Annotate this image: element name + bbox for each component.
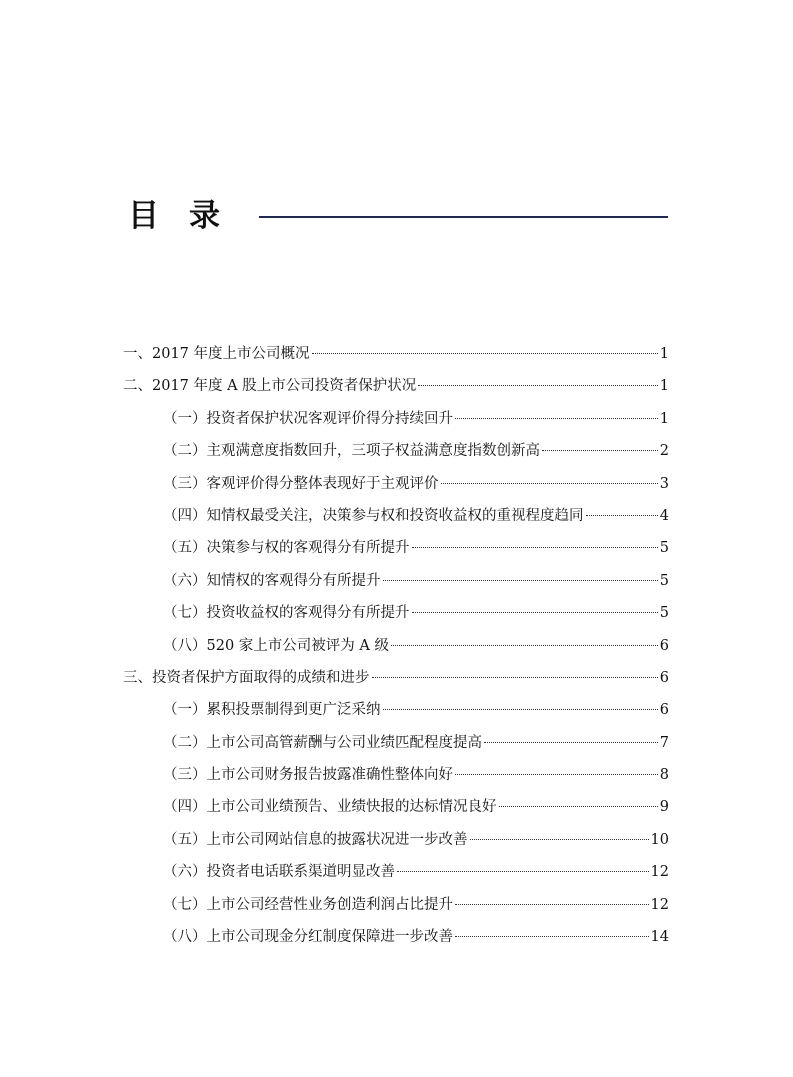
toc-entry-title: 二、2017 年度 A 股上市公司投资者保护状况 bbox=[123, 378, 417, 395]
toc-dot-leader bbox=[312, 353, 658, 354]
toc-dot-leader bbox=[441, 483, 658, 484]
toc-subsection-entry[interactable] bbox=[123, 727, 669, 759]
toc-entry-title: （三）客观评价得分整体表现好于主观评价 bbox=[163, 475, 439, 492]
toc-entry-title: 一、2017 年度上市公司概况 bbox=[123, 346, 310, 362]
toc-entry-title: （四）上市公司业绩预告、业绩快报的达标情况良好 bbox=[163, 799, 497, 816]
toc-page-number: 5 bbox=[659, 540, 669, 557]
toc-entry-title: （五）决策参与权的客观得分有所提升 bbox=[163, 540, 410, 557]
toc-subsection-entry[interactable] bbox=[123, 856, 669, 888]
toc-dot-leader bbox=[499, 806, 658, 807]
toc-page-number: 2 bbox=[659, 443, 669, 460]
toc-subsection-entry[interactable] bbox=[123, 532, 669, 564]
toc-dot-leader bbox=[484, 742, 658, 743]
toc-dot-leader bbox=[455, 418, 658, 419]
toc-page-number: 6 bbox=[659, 669, 669, 686]
toc-subsection-entry[interactable] bbox=[123, 889, 669, 921]
toc-entry-title: （二）主观满意度指数回升，三项子权益满意度指数创新高 bbox=[163, 443, 540, 460]
toc-subsection-entry[interactable] bbox=[123, 403, 669, 435]
toc-dot-leader bbox=[418, 385, 658, 386]
toc-page-number: 12 bbox=[650, 864, 669, 881]
toc-subsection-entry[interactable] bbox=[123, 597, 669, 629]
table-of-contents bbox=[123, 338, 669, 953]
toc-dot-leader bbox=[455, 904, 649, 905]
toc-section-entry[interactable] bbox=[123, 338, 669, 370]
toc-dot-leader bbox=[412, 547, 658, 548]
toc-dot-leader bbox=[455, 774, 658, 775]
toc-page-number: 6 bbox=[659, 637, 669, 654]
toc-entry-title: （一）投资者保护状况客观评价得分持续回升 bbox=[163, 410, 453, 427]
toc-section-entry[interactable] bbox=[123, 370, 669, 402]
toc-subsection-entry[interactable] bbox=[123, 468, 669, 500]
toc-page-number: 5 bbox=[659, 572, 669, 589]
toc-subsection-entry[interactable] bbox=[123, 694, 669, 726]
toc-page-number: 1 bbox=[659, 378, 669, 395]
toc-page-number: 8 bbox=[659, 767, 669, 784]
toc-entry-title: （六）知情权的客观得分有所提升 bbox=[163, 572, 381, 589]
toc-subsection-entry[interactable] bbox=[123, 824, 669, 856]
toc-entry-title: （八）520 家上市公司被评为 A 级 bbox=[163, 637, 389, 654]
toc-entry-title: （六）投资者电话联系渠道明显改善 bbox=[163, 864, 395, 881]
toc-dot-leader bbox=[397, 871, 649, 872]
toc-dot-leader bbox=[391, 645, 658, 646]
toc-page-number: 10 bbox=[650, 831, 669, 848]
toc-section-entry[interactable] bbox=[123, 662, 669, 694]
toc-page-number: 1 bbox=[659, 346, 669, 362]
toc-heading bbox=[128, 196, 668, 236]
toc-subsection-entry[interactable] bbox=[123, 791, 669, 823]
toc-page-number: 5 bbox=[659, 605, 669, 622]
toc-page-number: 12 bbox=[650, 896, 669, 913]
toc-entry-title: （八）上市公司现金分红制度保障进一步改善 bbox=[163, 929, 453, 946]
toc-dot-leader bbox=[383, 580, 658, 581]
toc-dot-leader bbox=[383, 709, 658, 710]
toc-subsection-entry[interactable] bbox=[123, 500, 669, 532]
toc-subsection-entry[interactable] bbox=[123, 759, 669, 791]
toc-entry-title: （五）上市公司网站信息的披露状况进一步改善 bbox=[163, 831, 468, 848]
toc-page-number: 1 bbox=[659, 410, 669, 427]
toc-page-number: 4 bbox=[659, 507, 669, 524]
toc-subsection-entry[interactable] bbox=[123, 630, 669, 662]
toc-page-number: 14 bbox=[650, 929, 669, 946]
toc-page-number: 3 bbox=[659, 475, 669, 492]
toc-entry-title: （二）上市公司高管薪酬与公司业绩匹配程度提高 bbox=[163, 734, 482, 751]
toc-dot-leader bbox=[412, 612, 658, 613]
toc-entry-title: （七）上市公司经营性业务创造利润占比提升 bbox=[163, 896, 453, 913]
page-title: 目录 bbox=[128, 198, 250, 234]
toc-entry-title: （四）知情权最受关注，决策参与权和投资收益权的重视程度趋同 bbox=[163, 507, 584, 524]
toc-entry-title: （七）投资收益权的客观得分有所提升 bbox=[163, 605, 410, 622]
toc-dot-leader bbox=[455, 936, 649, 937]
toc-dot-leader bbox=[586, 515, 658, 516]
toc-subsection-entry[interactable] bbox=[123, 565, 669, 597]
toc-entry-title: （一）累积投票制得到更广泛采纳 bbox=[163, 702, 381, 719]
toc-dot-leader bbox=[372, 677, 658, 678]
toc-entry-title: 三、投资者保护方面取得的成绩和进步 bbox=[123, 669, 370, 686]
toc-page-number: 9 bbox=[659, 799, 669, 816]
heading-rule bbox=[259, 216, 668, 218]
toc-page-number: 7 bbox=[659, 734, 669, 751]
toc-page-number: 6 bbox=[659, 702, 669, 719]
toc-dot-leader bbox=[542, 450, 658, 451]
toc-entry-title: （三）上市公司财务报告披露准确性整体向好 bbox=[163, 767, 453, 784]
toc-subsection-entry[interactable] bbox=[123, 435, 669, 467]
toc-dot-leader bbox=[470, 839, 649, 840]
toc-subsection-entry[interactable] bbox=[123, 921, 669, 953]
